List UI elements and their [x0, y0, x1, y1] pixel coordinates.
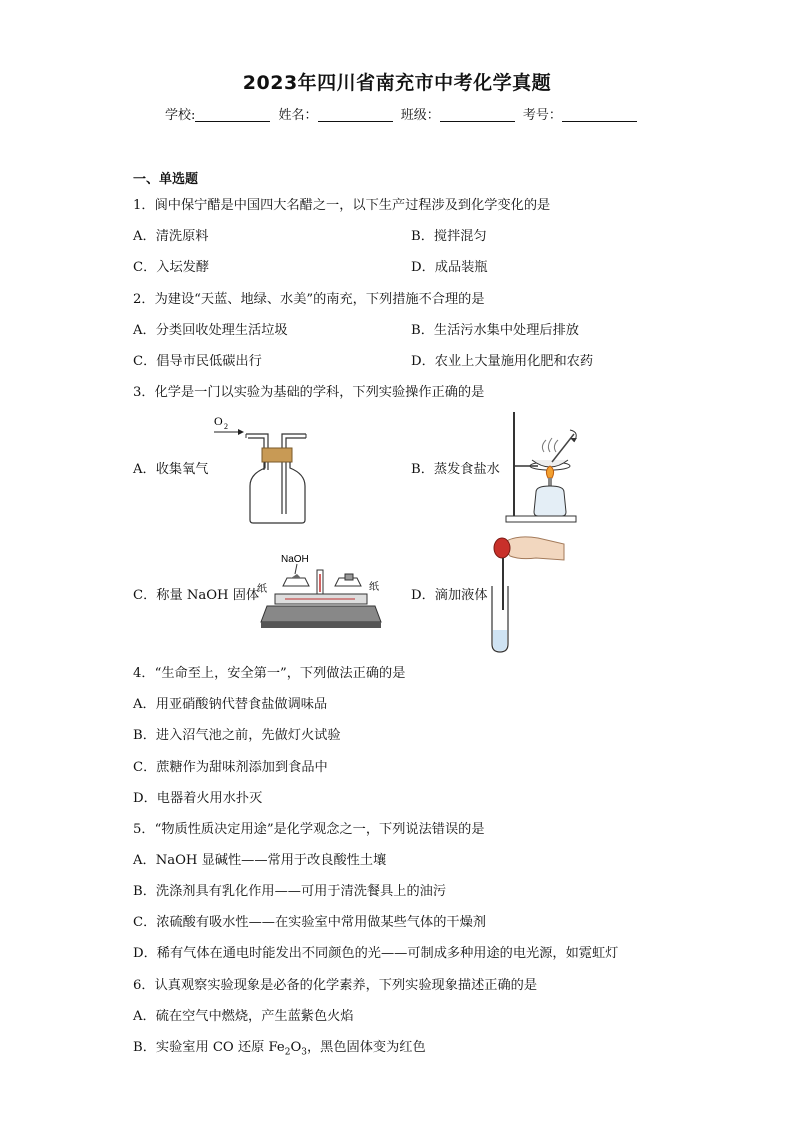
oxygen-label: O	[214, 414, 223, 428]
paper-left-label: 纸	[257, 584, 267, 595]
q3-option-a: A．收集氧气	[133, 462, 209, 477]
q2-option-d: D．农业上大量施用化肥和农药	[411, 354, 594, 369]
q4-option-b: B．进入沼气池之前，先做灯火试验	[133, 728, 341, 743]
class-blank	[440, 107, 515, 122]
number-label: 考号：	[522, 108, 562, 123]
q4-option-d: D．电器着火用水扑灭	[133, 791, 263, 806]
q6-option-a: A．硫在空气中燃烧，产生蓝紫色火焰	[133, 1009, 354, 1024]
q1-option-c: C．入坛发酵	[133, 260, 210, 275]
q1-option-b: B．搅拌混匀	[411, 229, 487, 244]
number-blank	[562, 107, 637, 122]
naoh-label: NaOH	[281, 554, 309, 565]
q5-stem: 5．“物质性质决定用途”是化学观念之一，下列说法错误的是	[133, 822, 485, 837]
q6-stem: 6．认真观察实验现象是必备的化学素养，下列实验现象描述正确的是	[133, 978, 538, 993]
q5-option-b: B．洗涤剂具有乳化作用——可用于清洗餐具上的油污	[133, 884, 447, 899]
q3-option-d: D．滴加液体	[411, 588, 488, 603]
q6-b-mid: O	[290, 1040, 302, 1055]
dropper-tube-figure	[480, 530, 570, 654]
q5-option-c: C．浓硫酸有吸水性——在实验室中常用做某些气体的干燥剂	[133, 915, 486, 930]
name-blank	[318, 107, 393, 122]
q2-option-b: B．生活污水集中处理后排放	[411, 323, 579, 338]
q4-option-a: A．用亚硝酸钠代替食盐做调味品	[133, 697, 328, 712]
school-label: 学校:	[165, 108, 196, 123]
section-heading: 一、单选题	[133, 172, 199, 187]
evaporation-setup-figure	[490, 408, 600, 526]
q3-stem: 3．化学是一门以实验为基础的学科，下列实验操作正确的是	[133, 385, 485, 400]
q1-stem: 1．阆中保宁醋是中国四大名醋之一，以下生产过程涉及到化学变化的是	[133, 198, 551, 213]
school-blank	[195, 107, 270, 122]
q2-stem: 2．为建设“天蓝、地绿、水美”的南充，下列措施不合理的是	[133, 292, 485, 307]
q6-b-post: ，黑色固体变为红色	[307, 1040, 426, 1055]
paper-right-label: 纸	[369, 582, 379, 593]
oxygen-subscript: 2	[224, 422, 228, 431]
q2-option-a: A．分类回收处理生活垃圾	[133, 323, 288, 338]
q3-option-b: B．蒸发食盐水	[411, 462, 500, 477]
q1-option-d: D．成品装瓶	[411, 260, 488, 275]
q6-b-pre: B．实验室用 CO 还原 Fe	[133, 1040, 285, 1055]
name-label: 姓名：	[278, 108, 318, 123]
gas-collection-bottle-figure	[210, 410, 320, 525]
class-label: 班级：	[400, 108, 440, 123]
balance-weighing-figure	[255, 548, 385, 630]
q5-option-a: A．NaOH 显碱性——常用于改良酸性土壤	[133, 853, 387, 868]
q4-stem: 4．“生命至上，安全第一”，下列做法正确的是	[133, 666, 406, 681]
q4-option-c: C．蔗糖作为甜味剂添加到食品中	[133, 760, 328, 775]
q2-option-c: C．倡导市民低碳出行	[133, 354, 262, 369]
q6-b-sub2: 3	[301, 1047, 307, 1058]
page-title: 2023年四川省南充市中考化学真题	[242, 72, 552, 94]
student-info-line	[165, 104, 641, 123]
q6-b-sub1: 2	[284, 1047, 291, 1058]
q6-option-b	[133, 1036, 426, 1058]
q1-option-a: A．清洗原料	[133, 229, 209, 244]
q3-option-c: C．称量 NaOH 固体	[133, 588, 260, 603]
q5-option-d: D．稀有气体在通电时能发出不同颜色的光——可制成多种用途的电光源，如霓虹灯	[133, 946, 619, 961]
